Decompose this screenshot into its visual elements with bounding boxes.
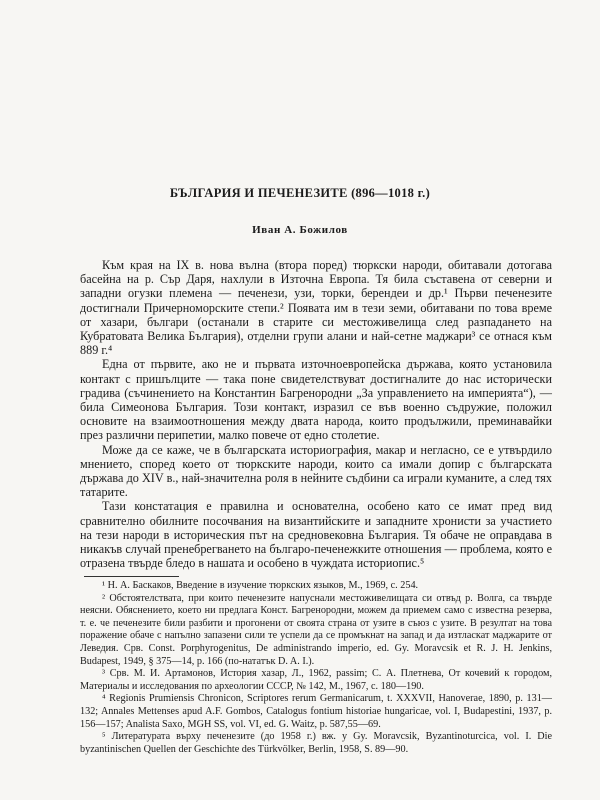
paragraph: Една от първите, ако не и първата източноевропейска държава, която установила контакт с пришълците — така поне свидетелствуват достигналите до нас исторически градива (съчинението на Константин Багренородни „За управлението на империята“), — била Симеонова България. Този контакт, изразил се във военно съдружие, положил основите на взаимоотношения между двата народа, които продължили, преминавайки през различни перипетии, малко повече от едно столетие.	[80, 357, 552, 443]
footnote: ¹ Н. А. Баскаков, Введение в изучение тюркских языков, М., 1969, с. 254.	[102, 580, 419, 591]
paragraph: Тази констатация е правилна и основателна, особено като се имат пред вид сравнително обилните посочвания на византийските и западните хронисти за участието на тези народи в историческия път на средновековна България. Тя обаче не оправдава в никакъв случай пренебрегването на българо-печенежките отношения — проблема, която е отразена твърде бледо в нашата и особено в чуждата историопис.⁵	[80, 499, 552, 571]
footnote: ³ Срв. М. И. Артамонов, История хазар, Л., 1962, passim; С. А. Плетнева, От кочевий к городом, Материалы и исследования по археологии СССР, № 142, М., 1967, с. 180—190.	[80, 668, 552, 692]
footnotes	[80, 580, 552, 756]
footnote: ² Обстоятелствата, при които печенезите напуснали местоживелищата си отвъд р. Волга, са твърде неясни. Обяснението, което ни предлага Конст. Багренородни, можем да приемем само с известна резерва, т. е. че печенезите били разбити и прогонени от своята страна от узите в съюз с узите. В резултат на това поражение обаче с напълно запазени сили те успели да се промъкнат на запад и да изтласкат маджарите от Леведия. Срв. Const. Porphyrogenitus, De administrando imperio, ed. Gy. Moravcsik et R. J. H. Jenkins, Budapest, 1949, § 375—14, p. 166 (по-нататък D. A. I.).	[80, 592, 552, 667]
paragraph: Може да се каже, че в българската историография, макар и негласно, се е утвърдило мнението, според което от тюркските народи, които са имали допир с българската държава до XIV в., най-значителна роля в нейните съдбини са играли куманите, а след тях татарите.	[80, 442, 552, 500]
footnote: ⁵ Литературата върху печенезите (до 1958 г.) вж. у Gy. Moravcsik, Byzantinoturcica, vol. I. Die byzantinischen Quellen der Geschichte des Türkvölker, Berlin, 1958, S. 89—90.	[80, 731, 552, 755]
paragraph: Към края на IX в. нова вълна (втора поред) тюркски народи, обитавали дотогава басейна на р. Сър Даря, нахлули в Източна Европа. Тя била съставена от северни и западни огузки племена — печенези, узи, торки, берендеи и др.¹ Първи печенезите достигнали Причерноморските степи.² Появата им в тези земи, обитавани по това време от хазари, българи (останали в старите си местоживелища след разпадането на Кубратовата Велика България), отделни групи алани и най-сетне маджари³ се отнася към 889 г.⁴	[80, 258, 552, 358]
article-author: Иван А. Божилов	[252, 224, 348, 236]
footnote: ⁴ Regionis Prumiensis Chronicon, Scriptores rerum Germanicarum, t. XXXVII, Hanoverae, 1890, p. 131—132; Annales Mettenses apud A.F. Gombos, Catalogus fontium historiae hungaricae, vol. I, Budapestini, 1937, p. 156—157; Analista Saxo, MGH SS, vol. VI, ed. G. Waitz, p. 587,55—69.	[80, 693, 552, 730]
article-title: БЪЛГАРИЯ И ПЕЧЕНЕЗИТЕ (896—1018 г.)	[169, 186, 431, 200]
article-body	[80, 258, 552, 570]
footnote-divider	[84, 576, 179, 577]
